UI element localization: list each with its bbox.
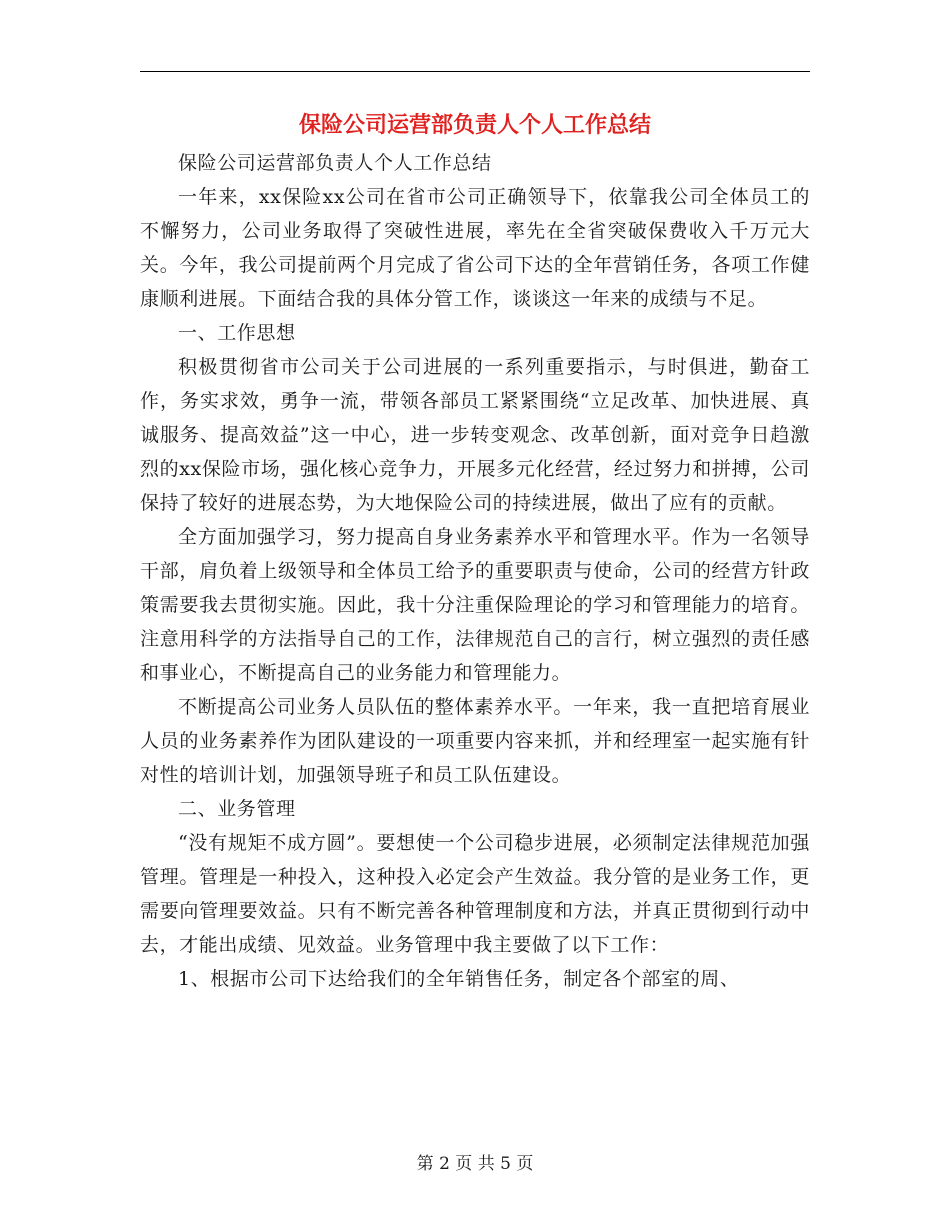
paragraph-team: 不断提高公司业务人员队伍的整体素养水平。一年来，我一直把培育展业人员的业务素养作为团队建设的一项重要内容来抓，并和经理室一起实施有针对性的培训计划，加强领导班子和员工队伍建设。 bbox=[140, 696, 810, 786]
section-heading-business-management: 二、业务管理 bbox=[178, 798, 296, 820]
page-footer bbox=[0, 1152, 950, 1176]
paragraph-intro: 一年来，xx保险xx公司在省市公司正确领导下，依靠我公司全体员工的不懈努力，公司业务取得了突破性进展，率先在全省突破保费收入千万元大关。今年，我公司提前两个月完成了省公司下达的全年营销任务，各项工作健康顺利进展。下面结合我的具体分管工作，谈谈这一年来的成绩与不足。 bbox=[140, 186, 810, 310]
page-number-label: 第 2 页 共 5 页 bbox=[416, 1154, 534, 1174]
paragraph-work-thought: 积极贯彻省市公司关于公司进展的一系列重要指示，与时俱进，勤奋工作，务实求效，勇争一流，带领各部员工紧紧围绕“立足改革、加快进展、真诚服务、提高效益”这一中心，进一步转变观念、改革创新，面对竞争日趋激烈的xx保险市场，强化核心竞争力，开展多元化经营，经过努力和拼搏，公司保持了较好的进展态势，为大地保险公司的持续进展，做出了应有的贡献。 bbox=[140, 356, 810, 514]
section-heading-work-thought: 一、工作思想 bbox=[178, 322, 296, 344]
paragraph-item-1: 1、根据市公司下达给我们的全年销售任务，制定各个部室的周、 bbox=[178, 968, 740, 990]
paragraph-subtitle: 保险公司运营部负责人个人工作总结 bbox=[178, 152, 492, 174]
paragraph-study: 全方面加强学习，努力提高自身业务素养水平和管理水平。作为一名领导干部，肩负着上级领导和全体员工给予的重要职责与使命，公司的经营方针政策需要我去贯彻实施。因此，我十分注重保险理论的学习和管理能力的培育。注意用科学的方法指导自己的工作，法律规范自己的言行，树立强烈的责任感和事业心，不断提高自己的业务能力和管理能力。 bbox=[140, 526, 810, 684]
document-body bbox=[140, 146, 810, 996]
document-title: 保险公司运营部负责人个人工作总结 bbox=[298, 113, 651, 138]
header-rule bbox=[140, 71, 810, 72]
paragraph-business-management: “没有规矩不成方圆”。要想使一个公司稳步进展，必须制定法律规范加强管理。管理是一种投入，这种投入必定会产生效益。我分管的是业务工作，更需要向管理要效益。只有不断完善各种管理制度和方法，并真正贯彻到行动中去，才能出成绩、见效益。业务管理中我主要做了以下工作： bbox=[140, 832, 810, 956]
